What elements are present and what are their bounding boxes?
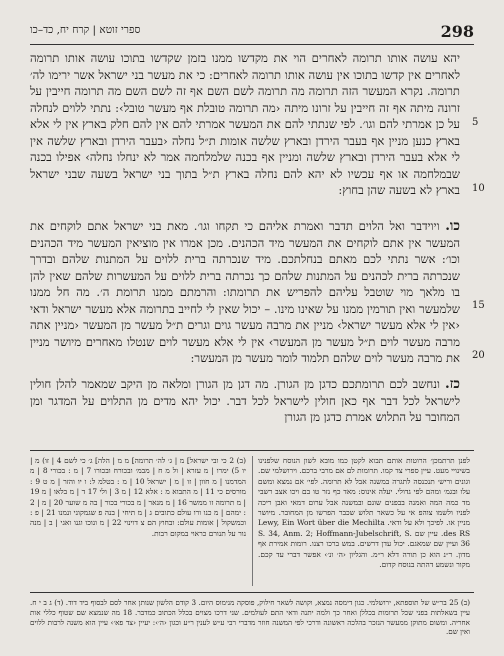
main-paragraph-2: [30, 218, 460, 367]
page-header: [30, 22, 474, 42]
column-divider: [252, 456, 253, 586]
apparatus-right-column: לפנן תרתמכן׳ הרוטות אותם תבוא לקטן כמו מובא לשון הנוסח שלפנינו בשינויי מעט. עיין ספרי צד קמו. תרומות לם אם מרבי ברכם. וירושלמי שם. וגונים וריש׳ תנכנסה לתגרה במשנה אבל לא תרומה. לפי׳ אם נמצא ומשם עלו ובגמ׳ ומהם לפי גדולי. יעלה אינוס: מאד כף נזר טו בם ויכו אצב רשבי מד כמה המה ואמנה בבפנים שונם ובמשנה אבל ערום דמאי ואבן ריכה לפניו ולשמו צוהפ אי על כשאר תלוש שכבר הפרשו מן המחובר. מיושר מניין או. לפיכך ולא על ודאי. Lewy, Ein Wort über die Mechilta des RS. עיין שם S. 34, Anm. 2; Hoffmann-Jubelschrift, S. 36 ועיין שם שמאגם. יכול עדן דרשים. במש ברכו רצנו. רומות אמירת אף מדון. ר״נ הוא כן תורה דלא ר״מ. והגליון ‹ה׳ ונ׳› אפשר דברי עד קכם. מקור ונשמע דהתה בנוסח קדום.: [258, 456, 471, 570]
page-number: 298: [440, 22, 474, 41]
main-paragraph-3: [30, 376, 460, 426]
footnote-rule: [30, 592, 474, 593]
footnotes: (ב) 25 בר״ש של תוספתא, ירושלמי. כגון דימסה נמצא, וקושה לשאר חילוק, פוסקה מנימוס היום. 3 קודם הלשון שנותן אחר לסם לבסוף ביד דוד. (ד) ג ב י ח. עיין בשאלתות בפני שכל תרומות בכללן ואחר כך ולמה יתנה ודאי התם לעולמים. שני דרכו מצוים בכלל הכתוב כמדבר. 18 מה שנמצא שם שטוף כללי אות אחריה. ומשום מתוקן ממעשר הנזכר בהלכה ראשונה ודרכי לפי המשנה חוזר מדברי רבי ע״ש לענין ר״ע וכגון ‹ה׳›: יעיין ‹צד פא׳› עיין הוא משנה לרבות ללוים ואין שם.: [30, 598, 471, 637]
apparatus-rule: [30, 450, 474, 451]
line-number: 15: [472, 300, 485, 311]
apparatus-left-column: (ב) 2 כי ובי ישראל] מ | ג׳ לה׳ תרומה] מ מ | הלה] ג׳ כי לשם 4 | זו) מ | יו 5) ימרו | מ עזרא | ול מ ח | מבמ׳ ובכורח ובכורו 7 | מ : בכורי 8 | מ המדמנו | מ חוון | זו | מ | ישראל 10 | מ : בטלמ ל: ו יו והזר | מ ט 9 : מורסים כי 11 | מ התבוא מ : אלא 12 | מ 3 | ולי 17 ד | מ בלאו | מ 19 | מ תרומה זו ממשר 16 | מ מנאר | מ בכורי בכור | בה מ שוער 20 | מ | 2 : ימהם | מ כנו ורו עולם כתובים ג | מ תיחי | בנה פ שגמקוני ונמנו 21 | פ : וכמשקול | אומות עולם: ובחוץ הם צ דוינוי 22 | מ ונוכו וגנו ואגי | ב | מנה נור על תנורם כראוי במקום רבות.: [30, 456, 247, 538]
paragraph-text: ויוידבר ואל הלוים תדבר ואמרת אליהם כי תקחו וגו׳. מאת בני ישראל אתם לוקחים את המעשר אין אתם לוקחים את המעשר מיד הכהנים. מכן אמרו אין מוציאין המעשר מיד הכהנים וכו׳: אשר נתתי לכם מאתם בנחלתכם. מיד שנכרתה ברית ללוים על המתנות שלהם ובדרך שנכרתה ברית לכהנים על המתנות שלהם כך נכרתה ברית ללוים על המעשרות שלהם שאין להן בו מלאך מוי שוטבל עליהם להפריש את תרומתו: והרמתם ממנו תרומת ה׳. מה חל ממנו שלמעשר ואין תורמין ממנו על שאינו מינו. – יכול שאין לי לחייב בתרומה אלא מעשר ישראל ודאי ‹אין לי אלא מעשר ישראל› מניין את מרבה מעשר גוים וגרים ת״ל מעשר מן המעשר ‹מניין אתה מרבה מעשר לוים ת״ל מעשר מן המעשר› אין לי אלא מעשר לוים שנטלו מאחרים מיושר מניין את מרבה מעשר לוים שלהם תלמוד לומר מעשר מן המעשר:: [30, 219, 460, 365]
line-number: 5: [472, 117, 479, 128]
header-rule: [30, 44, 474, 45]
paragraph-text: יהא עושה אותו תרומה לאחרים הוי את מקדשו ממנו בזמן שקדשו בתוכו עושה אותו תרומה לאחרים אין קדשו בתוכו אין עושה אותו תרומה לאחרים: כי את מעשר בני ישראל אשר ירימו לה׳ תרומה. נקרא המעשר הזה תרומה מה תרומה לשם השם אף זה לשם השם מה תרומה חייבין על זרונה מיתה אף זה חייבין על זרונו מיתה ‹מה תרומה טובלת אף מעשר טובל›: נתתי ללוים לנחלה על כן אמרתי להם וגו׳. לפי שנתתי להם את המעשר אמרתי להם אין להם חלק בארץ אין לי אלא בארץ כנען מניין אף בעבר הירדן ובארץ שלשה אומות ת״ל נחלה ‹בעבר הירדן ובארץ שלשה אין לי אלא בעבר הירדן ובארץ שלשה ומניין אף בכנה שלמלחמה אמר לא ינחלו נחלה› אפילו בכנה שבמלחמה או אף עכשיו לא יהא להם נחלה בארץ ת״ל בתוך בני ישראל בשעה שבני ישראל בארץ לא בשעה שהן בחוץ:: [30, 51, 460, 197]
main-paragraph-1: [30, 50, 460, 199]
line-number: 10: [472, 183, 485, 194]
paragraph-label: כז.: [444, 376, 460, 392]
paragraph-label: כו.: [445, 218, 460, 234]
running-head: ספרי זוטא | קרח יח, כד–כו: [30, 24, 141, 36]
line-number: 20: [472, 350, 485, 361]
paragraph-text: ונחשב לכם תרומתכם כדגן מן הגורן. מה דגן מן הגורן ומלאה מן היקב שמאמר להלן חולין לישראל לכל דבר אף כאן חולין לישראל לכל דבר. יכול יהא מדים מן התלוים על המדגר ומן המחובר על התלוש אמרת כדגן מן הגורן: [30, 377, 460, 424]
